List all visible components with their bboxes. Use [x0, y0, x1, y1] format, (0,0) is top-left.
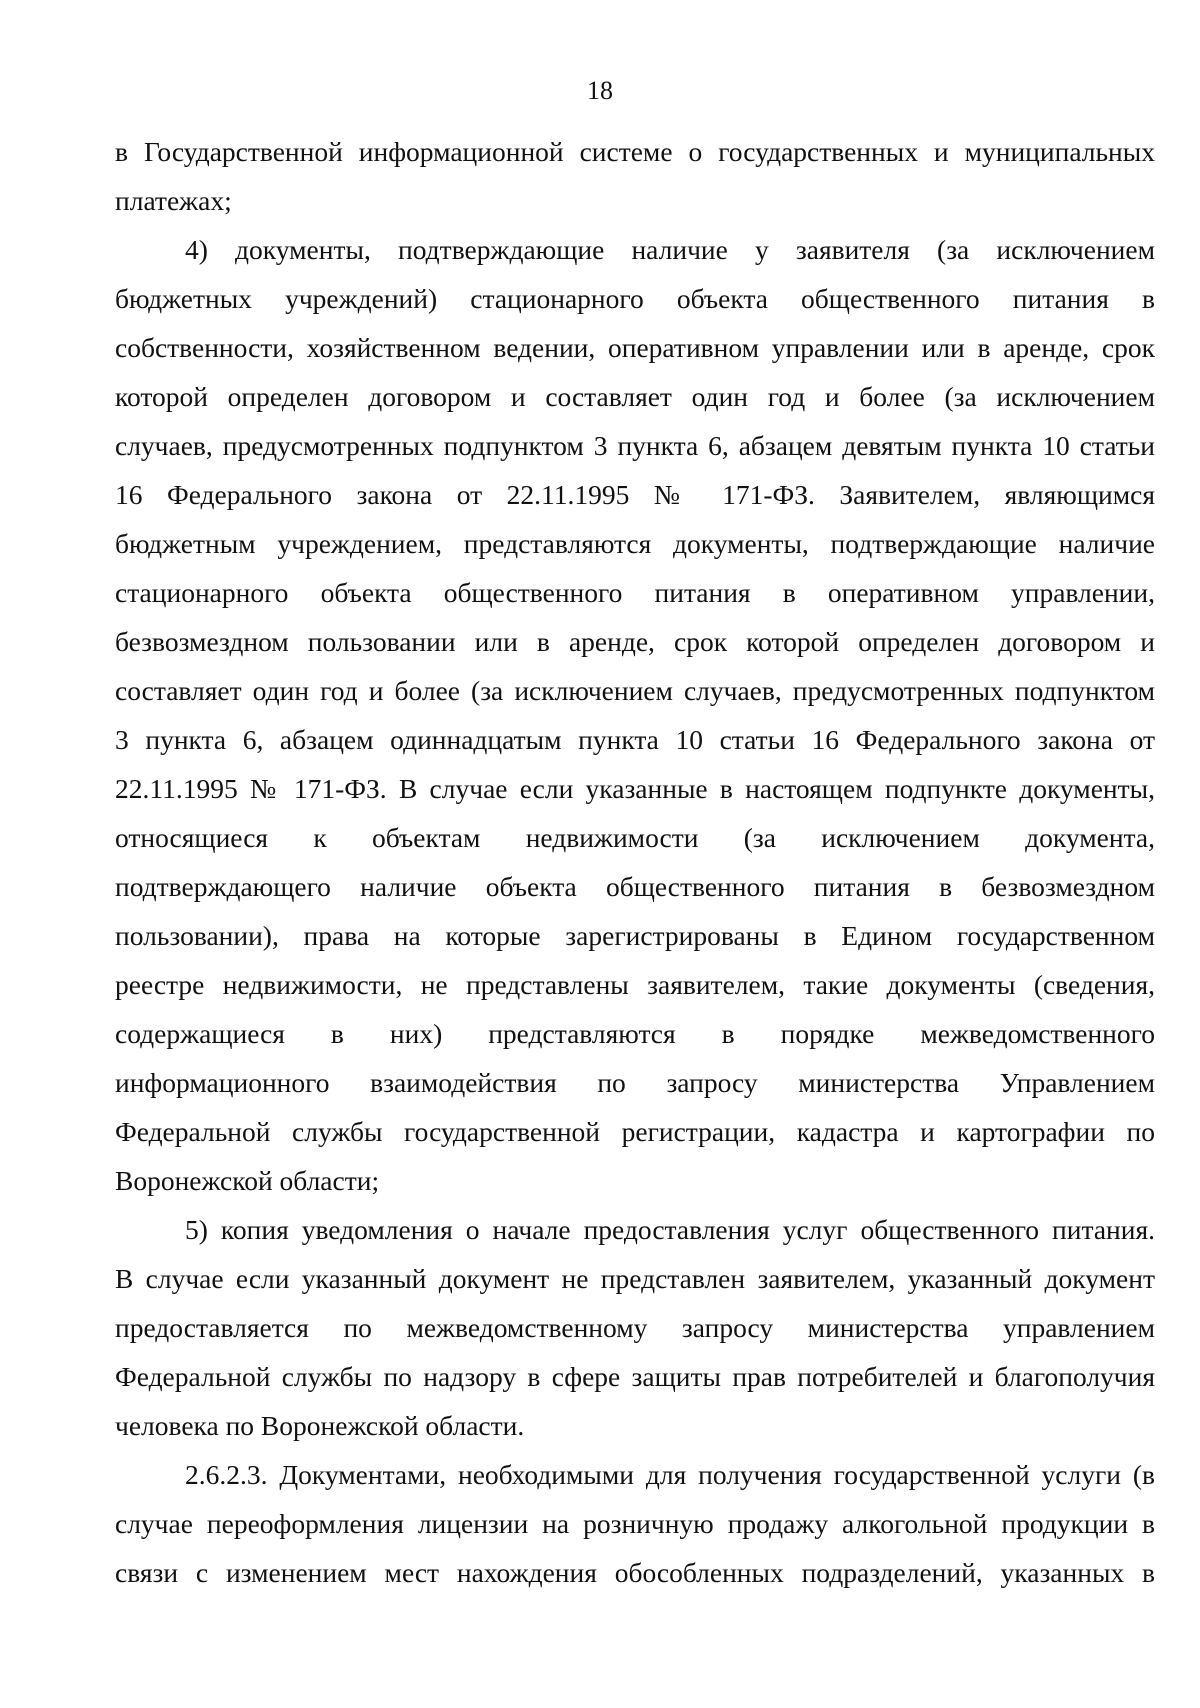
text-line: бюджетным учреждением, представляются документы, подтверждающие наличие	[115, 528, 1155, 559]
text-line: 3 пункта 6, абзацем одиннадцатым пункта 10 статьи 16 Федерального закона от	[115, 724, 1155, 755]
text-line: предоставляется по межведомственному запросу министерства управлением	[115, 1312, 1155, 1343]
text-line: безвозмездном пользовании или в аренде, срок которой определен договором и	[115, 626, 1155, 657]
text-line: которой определен договором и составляет один год и более (за исключением	[115, 381, 1155, 412]
text-line: Федеральной службы по надзору в сфере защиты прав потребителей и благополучия	[115, 1361, 1155, 1392]
text-line: 16 Федерального закона от 22.11.1995 № 171-ФЗ. Заявителем, являющимся	[115, 479, 1155, 510]
text-line: 22.11.1995 № 171-ФЗ. В случае если указанные в настоящем подпункте документы,	[115, 773, 1155, 804]
text-line: 2.6.2.3. Документами, необходимыми для получения государственной услуги (в	[185, 1459, 1155, 1490]
text-line: человека по Воронежской области.	[115, 1410, 525, 1441]
text-line: Федеральной службы государственной регистрации, кадастра и картографии по	[115, 1116, 1155, 1147]
text-line: платежах;	[115, 185, 232, 216]
text-line: 5) копия уведомления о начале предоставления услуг общественного питания.	[185, 1214, 1155, 1245]
text-line: относящиеся к объектам недвижимости (за исключением документа,	[115, 822, 1155, 853]
text-line: в Государственной информационной системе о государственных и муниципальных	[115, 136, 1155, 167]
text-line: пользовании), права на которые зарегистрированы в Едином государственном	[115, 920, 1155, 951]
text-line: связи с изменением мест нахождения обособленных подразделений, указанных в	[115, 1557, 1155, 1588]
text-line: содержащиеся в них) представляются в порядке межведомственного	[115, 1018, 1155, 1049]
text-line: стационарного объекта общественного питания в оперативном управлении,	[115, 577, 1155, 608]
text-line: В случае если указанный документ не представлен заявителем, указанный документ	[115, 1263, 1155, 1294]
text-line: 4) документы, подтверждающие наличие у заявителя (за исключением	[185, 234, 1155, 265]
text-line: случаев, предусмотренных подпунктом 3 пункта 6, абзацем девятым пункта 10 статьи	[115, 430, 1155, 461]
body-text	[115, 127, 1155, 1597]
text-line: реестре недвижимости, не представлены заявителем, такие документы (сведения,	[115, 969, 1155, 1000]
text-line: подтверждающего наличие объекта общественного питания в безвозмездном	[115, 871, 1155, 902]
page-number: 18	[587, 76, 613, 105]
text-line: бюджетных учреждений) стационарного объекта общественного питания в	[115, 283, 1155, 314]
text-line: составляет один год и более (за исключением случаев, предусмотренных подпунктом	[115, 675, 1155, 706]
text-line: случае переоформления лицензии на розничную продажу алкогольной продукции в	[115, 1508, 1155, 1539]
text-line: собственности, хозяйственном ведении, оперативном управлении или в аренде, срок	[115, 332, 1155, 363]
text-line: информационного взаимодействия по запросу министерства Управлением	[115, 1067, 1155, 1098]
text-line: Воронежской области;	[115, 1165, 380, 1196]
